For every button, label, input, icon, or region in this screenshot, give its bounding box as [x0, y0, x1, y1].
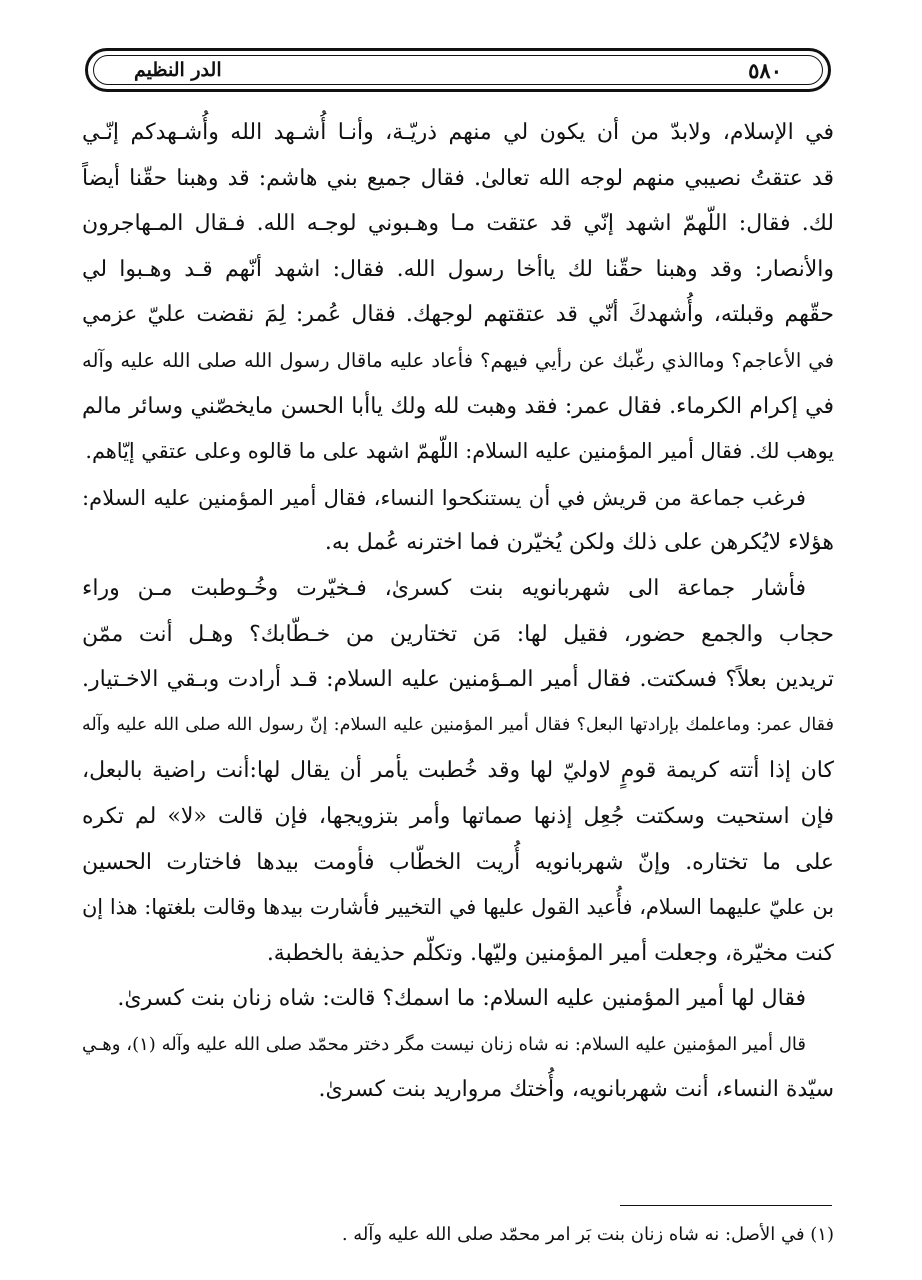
running-header	[85, 48, 831, 92]
text-line: حقّهم وقبلته، وأُشهدكَ أنّي قد عتقتهم لوجهك. فقال عُمر: لِمَ نقضت عليّ عزمي	[82, 302, 834, 328]
text-line: يوهب لك. فقال أمير المؤمنين عليه السلام: اللّهمّ اشهد على ما قالوه وعلى عتقي إيّاهم.	[85, 439, 834, 464]
footnote-separator	[620, 1205, 832, 1206]
text-line: فقال لها أمير المؤمنين عليه السلام: ما اسمك؟ قالت: شاه زنان بنت كسرىٰ.	[117, 986, 806, 1012]
text-line: كان إذا أتته كريمة قومٍ لاوليّ لها وقد خُطبت يأمر أن يقال لها:أنت راضية بالبعل،	[82, 758, 834, 784]
text-line: هؤلاء لايُكرهن على ذلك ولكن يُخيّرن فما اخترنه عُمل به.	[324, 530, 834, 556]
text-line: في الأعاجم؟ وماالذي رغّبك عن رأيي فيهم؟ فأعاد عليه ماقال رسول الله صلى الله عليه وآله	[82, 348, 834, 372]
text-line: فقال عمر: وماعلمك بإرادتها البعل؟ فقال أمير المؤمنين عليه السلام: إنّ رسول الله صلى الله عليه وآله	[82, 714, 834, 735]
text-line: على ما تختاره. وإنّ شهربانويه أُريت الخطّاب فأومت بيدها فاختارت الحسين	[82, 849, 834, 875]
text-line: والأنصار: وقد وهبنا حقّنا لك ياأخا رسول الله. فقال: اشهد أنّهم قـد وهـبوا لي	[82, 256, 834, 282]
footnote: (١) في الأصل: نه شاه زنان بنت بَر امر محمّد صلى الله عليه وآله .	[341, 1224, 834, 1245]
main-text	[82, 110, 834, 1113]
page-number: ٥٨٠	[748, 57, 782, 83]
text-line: قد عتقتُ نصيبي منهم لوجه الله تعالىٰ. فقال جميع بني هاشم: قد وهبنا حقّنا أيضاً	[82, 165, 834, 191]
text-line: لك. فقال: اللّهمّ اشهد إنّي قد عتقت مـا وهـبوني لوجـه الله. فـقال المـهاجرون	[82, 211, 834, 237]
text-line: في إكرام الكرماء. فقال عمر: فقد وهبت لله ولك ياأبا الحسن مايخصّني وسائر مالم	[82, 393, 834, 419]
text-line: كنت مخيّرة، وجعلت أمير المؤمنين وليّها. وتكلّم حذيفة بالخطبة.	[266, 940, 834, 966]
running-title: الدر النظيم	[134, 59, 222, 81]
text-line: سيّدة النساء، أنت شهربانويه، وأُختك مرواريد بنت كسرىٰ.	[318, 1077, 834, 1103]
text-line: قال أمير المؤمنين عليه السلام: نه شاه زنان نيست مگر دختر محمّد صلى الله عليه وآله (١)، وهـي	[82, 1033, 807, 1055]
text-line: فأشار جماعة الى شهربانويه بنت كسرىٰ، فـخيّرت وخُـوطبت مـن وراء	[82, 575, 806, 601]
text-line: حجاب والجمع حضور، فقيل لها: مَن تختارين من خـطّابك؟ وهـل أنت ممّن	[82, 621, 834, 647]
text-line: فرغب جماعة من قريش في أن يستنكحوا النساء، فقال أمير المؤمنين عليه السلام:	[82, 484, 806, 510]
text-line: تريدين بعلاً؟ فسكتت. فقال أمير المـؤمنين عليه السلام: قـد أرادت وبـقي الاخـتيار.	[82, 667, 834, 693]
text-line: بن عليّ عليهما السلام، فأُعيد القول عليها في التخيير فأشارت بيدها وقالت بلغتها: هذا إن	[82, 895, 834, 920]
text-line: فإن استحيت وسكتت جُعِل إذنها صماتها وأمر بتزويجها، فإن قالت «لا» لم تكره	[82, 803, 834, 829]
text-line: في الإسلام، ولابدّ من أن يكون لي منهم ذريّـة، وأنـا أُشـهد الله وأُشـهدكم إنّـي	[82, 120, 834, 145]
